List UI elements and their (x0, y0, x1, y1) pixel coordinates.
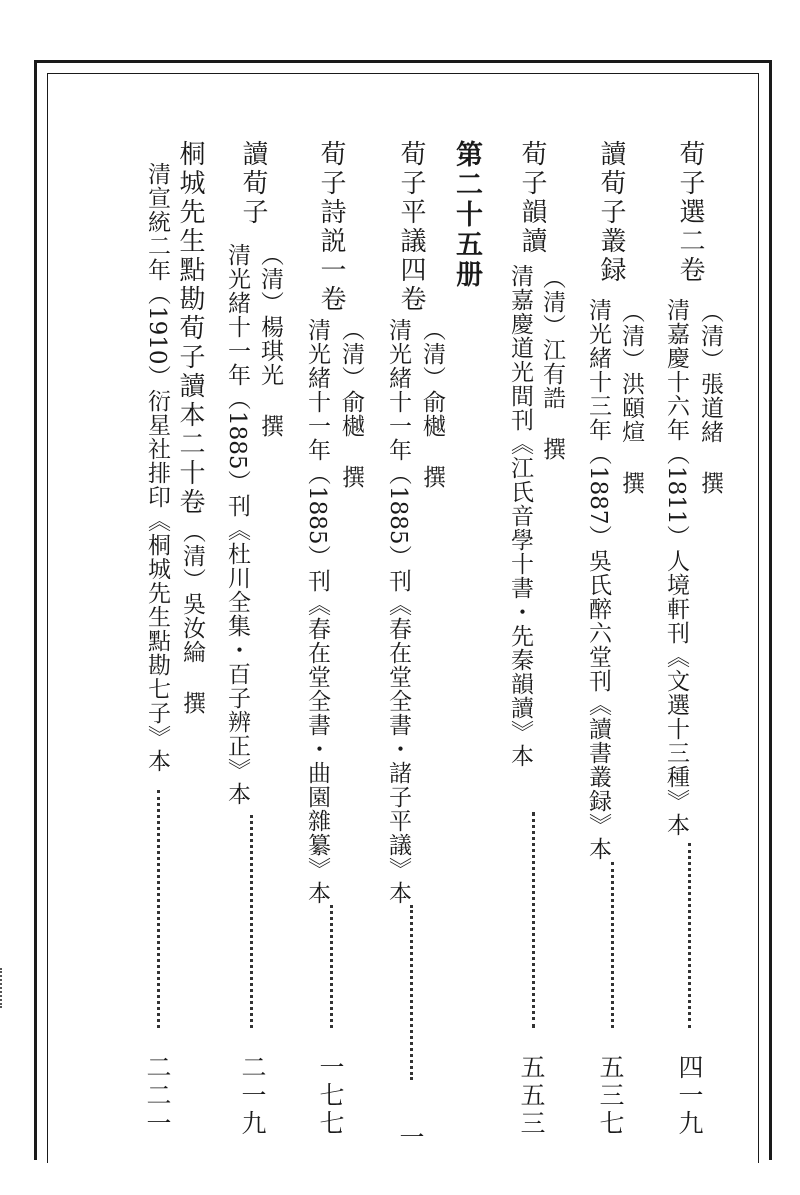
entry-author: （清）洪頤煊 撰 (618, 300, 644, 495)
dot-leader (611, 862, 614, 1028)
entry-title: 荀子韻讀 (517, 140, 547, 256)
entry-publication: 清光緒十一年（1885）刊《春在堂全書・諸子平議》本 (385, 318, 411, 905)
entry-author: （清）俞樾 撰 (338, 318, 364, 489)
edge-mark (0, 968, 7, 1008)
entry-page-number: 五五三 (517, 1054, 546, 1138)
entry-author: （清）張道緒 撰 (697, 300, 723, 495)
dot-leader (157, 790, 160, 1028)
entry-page-number: 一七七 (316, 1054, 345, 1138)
dot-leader (250, 815, 253, 1028)
entry-author: （清）俞樾 撰 (419, 318, 445, 489)
entry-publication: 清嘉慶十六年（1811）人境軒刊《文選十三種》本 (663, 298, 689, 837)
entry-page-number: 五三七 (596, 1054, 625, 1138)
entry-page-number: 四一九 (675, 1054, 704, 1138)
entry-title: 讀荀子 (238, 140, 268, 227)
dot-leader (330, 905, 333, 1028)
dot-leader (410, 905, 413, 1080)
entry-publication: 清光緒十三年（1887）吳氏醉六堂刊《讀書叢録》本 (585, 298, 611, 861)
dot-leader (532, 812, 535, 1028)
entry-title: 讀荀子叢録 (596, 140, 626, 285)
entry-page-number: 一 (396, 1124, 425, 1152)
entry-publication: 清嘉慶道光間刊《江氏音學十書・先秦韻讀》本 (507, 264, 533, 768)
entry-page-number: 二二一 (143, 1054, 172, 1138)
entry-publication: 清光緒十一年（1885）刊《杜川全集・百子辨正》本 (224, 243, 250, 806)
entry-author: （清）江有誥 撰 (539, 266, 565, 461)
dot-leader (688, 843, 691, 1028)
entry-title: 荀子詩説一卷 (316, 140, 346, 314)
entry-title: 荀子選二卷 (675, 140, 705, 285)
entry-title: 桐城先生點勘荀子讀本二十卷 (175, 140, 205, 517)
entry-author: （清）楊琪光 撰 (257, 243, 283, 438)
entry-title: 荀子平議四卷 (396, 140, 426, 314)
entry-author: （清）吳汝綸 撰 (179, 520, 205, 715)
entry-publication: 清光緒十一年（1885）刊《春在堂全書・曲園雜纂》本 (304, 318, 330, 905)
entry-publication: 清宣統二年（1910）衍星社排印《桐城先生點勘七子》本 (144, 162, 170, 773)
entry-page-number: 二一九 (238, 1054, 267, 1138)
volume-heading: 第二十五册 (451, 140, 482, 290)
